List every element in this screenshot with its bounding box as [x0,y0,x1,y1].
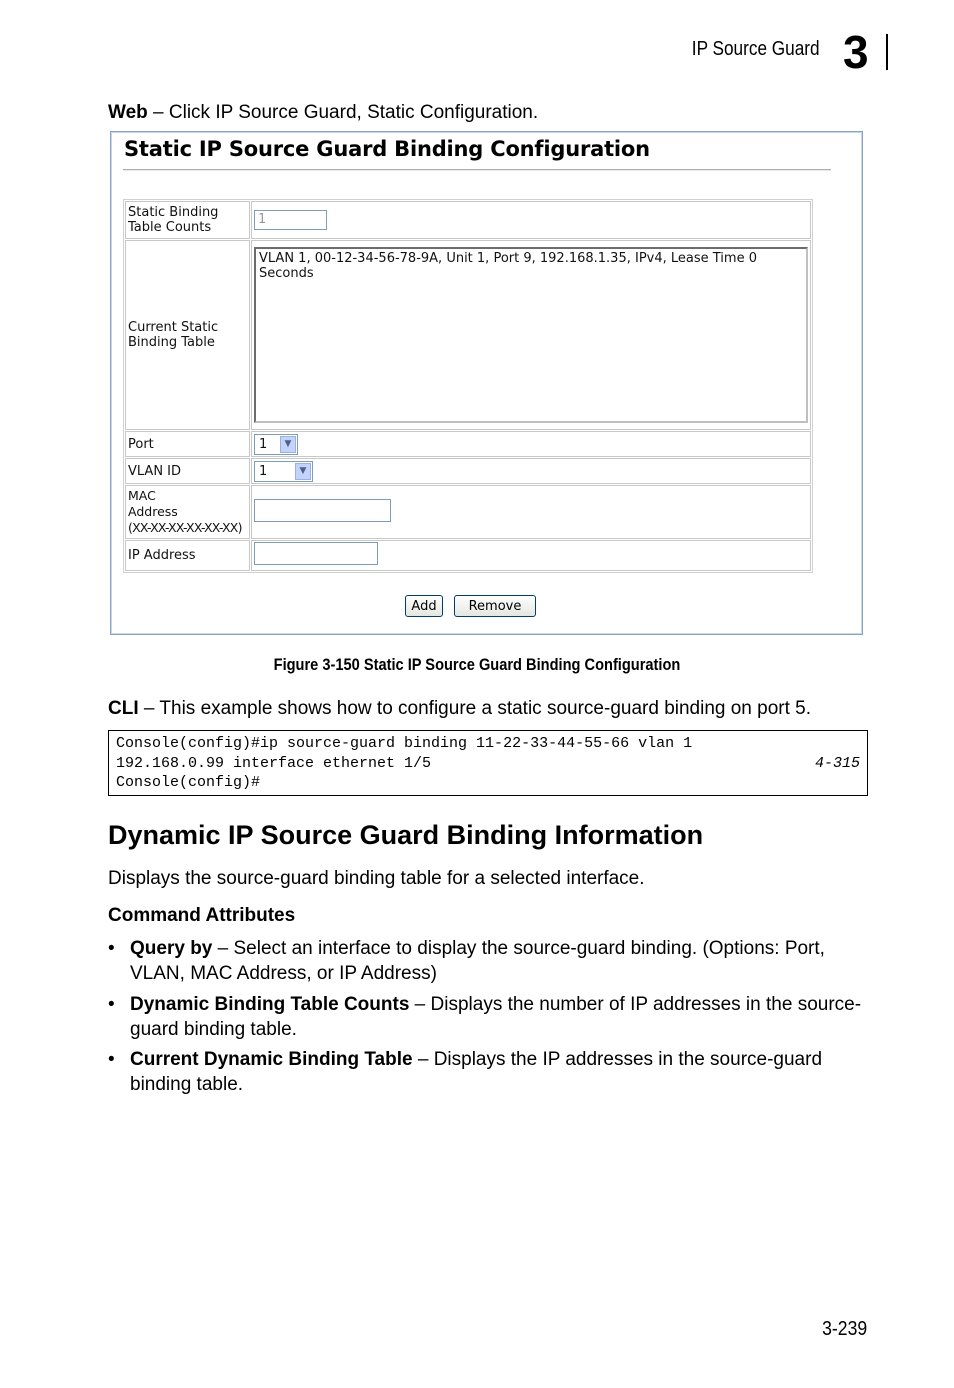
code-line [116,754,860,774]
list-item [108,936,868,986]
attribute-term: Dynamic Binding Table Counts [130,994,410,1015]
bullet-icon: • [108,994,115,1015]
attribute-text: – Displays the number of IP addresses in the source-guard binding table. [130,994,862,1040]
port-select[interactable] [254,434,298,455]
cli-lead: CLI [108,698,139,719]
binding-table-list[interactable] [254,247,808,423]
list-item [108,992,868,1042]
mac-address-field[interactable] [254,499,391,522]
binding-table-label: Current Static Binding Table [125,240,250,430]
ip-address-field[interactable] [254,542,378,565]
vlan-cell [251,458,811,484]
chapter-number: 3 [843,26,869,78]
counts-label: Static Binding Table Counts [125,201,250,239]
chevron-down-icon[interactable]: ▼ [295,463,311,480]
remove-button[interactable]: Remove [454,595,536,617]
bullet-icon: • [108,1049,115,1070]
page-number: 3-239 [821,1318,867,1340]
counts-cell [251,201,811,239]
port-cell [251,431,811,457]
vlan-label: VLAN ID [125,458,250,484]
vlan-value: 1 [259,463,268,479]
binding-table-cell [251,240,811,430]
attribute-term: Current Dynamic Binding Table [130,1049,413,1070]
port-value: 1 [259,436,268,452]
port-label: Port [125,431,250,457]
attributes-heading: Command Attributes [108,905,296,926]
figure-caption: Figure 3-150 Static IP Source Guard Binding Configuration [273,655,681,674]
cli-text: – This example shows how to configure a static source-guard binding on port 5. [138,698,812,719]
attribute-text: – Displays the IP addresses in the source-guard binding table. [130,1049,823,1095]
attribute-term: Query by [130,938,213,959]
vlan-select[interactable] [254,461,313,482]
bullet-icon: • [108,938,115,959]
code-line: Console(config)# [116,774,261,791]
cli-instruction [108,698,811,720]
code-line: Console(config)#ip source-guard binding 11-22-33-44-55-66 vlan 1 [116,735,693,752]
title-divider [123,169,831,171]
chapter-divider [886,34,888,70]
mac-label [125,485,250,539]
web-lead: Web [108,102,148,123]
section-description: Displays the source-guard binding table for a selected interface. [108,868,645,889]
config-title: Static IP Source Guard Binding Configuration [124,137,650,161]
chevron-down-icon[interactable]: ▼ [280,436,296,453]
binding-form [123,199,813,573]
web-instruction [108,102,538,124]
code-text: 192.168.0.99 interface ethernet 1/5 [116,754,432,772]
add-button[interactable]: Add [405,595,443,617]
ip-cell [251,540,811,571]
config-screenshot [110,131,863,635]
mac-format-hint: (XX-XX-XX-XX-XX-XX) [128,520,242,535]
binding-table-entry[interactable]: VLAN 1, 00-12-34-56-78-9A, Unit 1, Port 9, 192.168.1.35, IPv4, Lease Time 0 Seconds [259,251,757,281]
running-header-title: IP Source Guard [692,38,820,60]
cli-code-block [108,730,868,796]
command-reference: 4-315 [814,754,860,772]
ip-label: IP Address [125,540,250,571]
list-item [108,1047,868,1097]
mac-label-line: Address [128,504,178,519]
attribute-text: – Select an interface to display the source-guard binding. (Options: Port, VLAN, MAC Address, or IP Address) [130,938,825,984]
section-heading: Dynamic IP Source Guard Binding Information [108,820,704,850]
mac-cell [251,485,811,539]
web-text: – Click IP Source Guard, Static Configuration. [147,102,539,123]
counts-field[interactable]: 1 [254,210,327,230]
mac-label-line: MAC [128,488,156,503]
